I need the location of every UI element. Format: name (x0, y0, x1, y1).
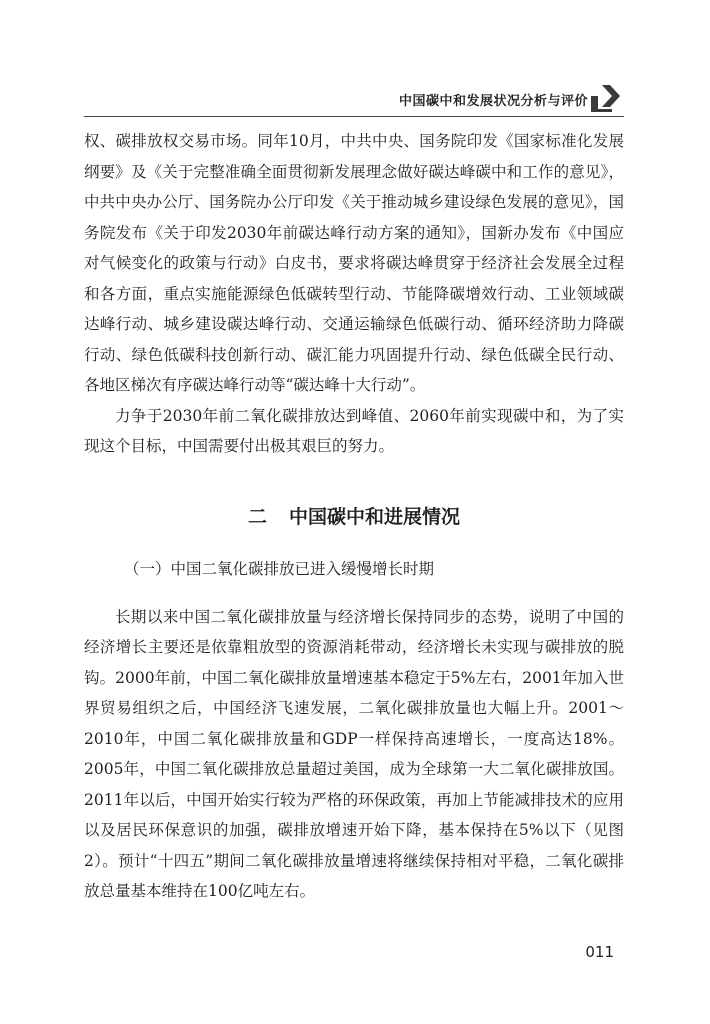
body-paragraph-continued: 权、碳排放权交易市场。同年10月，中共中央、国务院印发《国家标准化发展纲要》及《关于完整准确全面贯彻新发展理念做好碳达峰碳中和工作的意见》，中共中央办公厅、国务院办公厅印发《关于推动城乡建设绿色发展的意见》，国务院发布《关于印发2030年前碳达峰行动方案的通知》，国新办发布《中国应对气候变化的政策与行动》白皮书，要求将碳达峰贯穿于经济社会发展全过程和各方面，重点实施能源绿色低碳转型行动、节能降碳增效行动、工业领域碳达峰行动、城乡建设碳达峰行动、交通运输绿色低碳行动、循环经济助力降碳行动、绿色低碳科技创新行动、碳汇能力巩固提升行动、绿色低碳全民行动、各地区梯次有序碳达峰行动等“碳达峰十大行动”。 (84, 132, 624, 394)
running-header-title: 中国碳中和发展状况分析与评价 (398, 94, 588, 109)
section-heading (84, 502, 624, 532)
running-header (0, 78, 710, 118)
header-divider (84, 116, 624, 117)
section-title: 中国碳中和进展情况 (289, 505, 461, 528)
body-paragraph: 力争于2030年前二氧化碳排放达到峰值、2060年前实现碳中和，为了实现这个目标，中国需要付出极其艰巨的努力。 (84, 406, 624, 455)
bracket-chevron-logo-icon (590, 82, 624, 112)
section-number: 二 (247, 505, 267, 528)
page-number: 011 (585, 943, 614, 961)
subsection-heading: （一）中国二氧化碳排放已进入缓慢增长时期 (124, 559, 435, 578)
page-body (84, 126, 624, 907)
body-paragraph: 长期以来中国二氧化碳排放量与经济增长保持同步的态势，说明了中国的经济增长主要还是依靠粗放型的资源消耗带动，经济增长未实现与碳排放的脱钩。2000年前，中国二氧化碳排放量增速基本稳定于5%左右，2001年加入世界贸易组织之后，中国经济飞速发展，二氧化碳排放量也大幅上升。2001～2010年，中国二氧化碳排放量和GDP一样保持高速增长，一度高达18%。2005年，中国二氧化碳排放总量超过美国，成为全球第一大二氧化碳排放国。2011年以后，中国开始实行较为严格的环保政策，再加上节能减排技术的应用以及居民环保意识的加强，碳排放增速开始下降，基本保持在5%以下（见图2）。预计“十四五”期间二氧化碳排放量增速将继续保持相对平稳，二氧化碳排放总量基本维持在100亿吨左右。 (84, 607, 624, 900)
